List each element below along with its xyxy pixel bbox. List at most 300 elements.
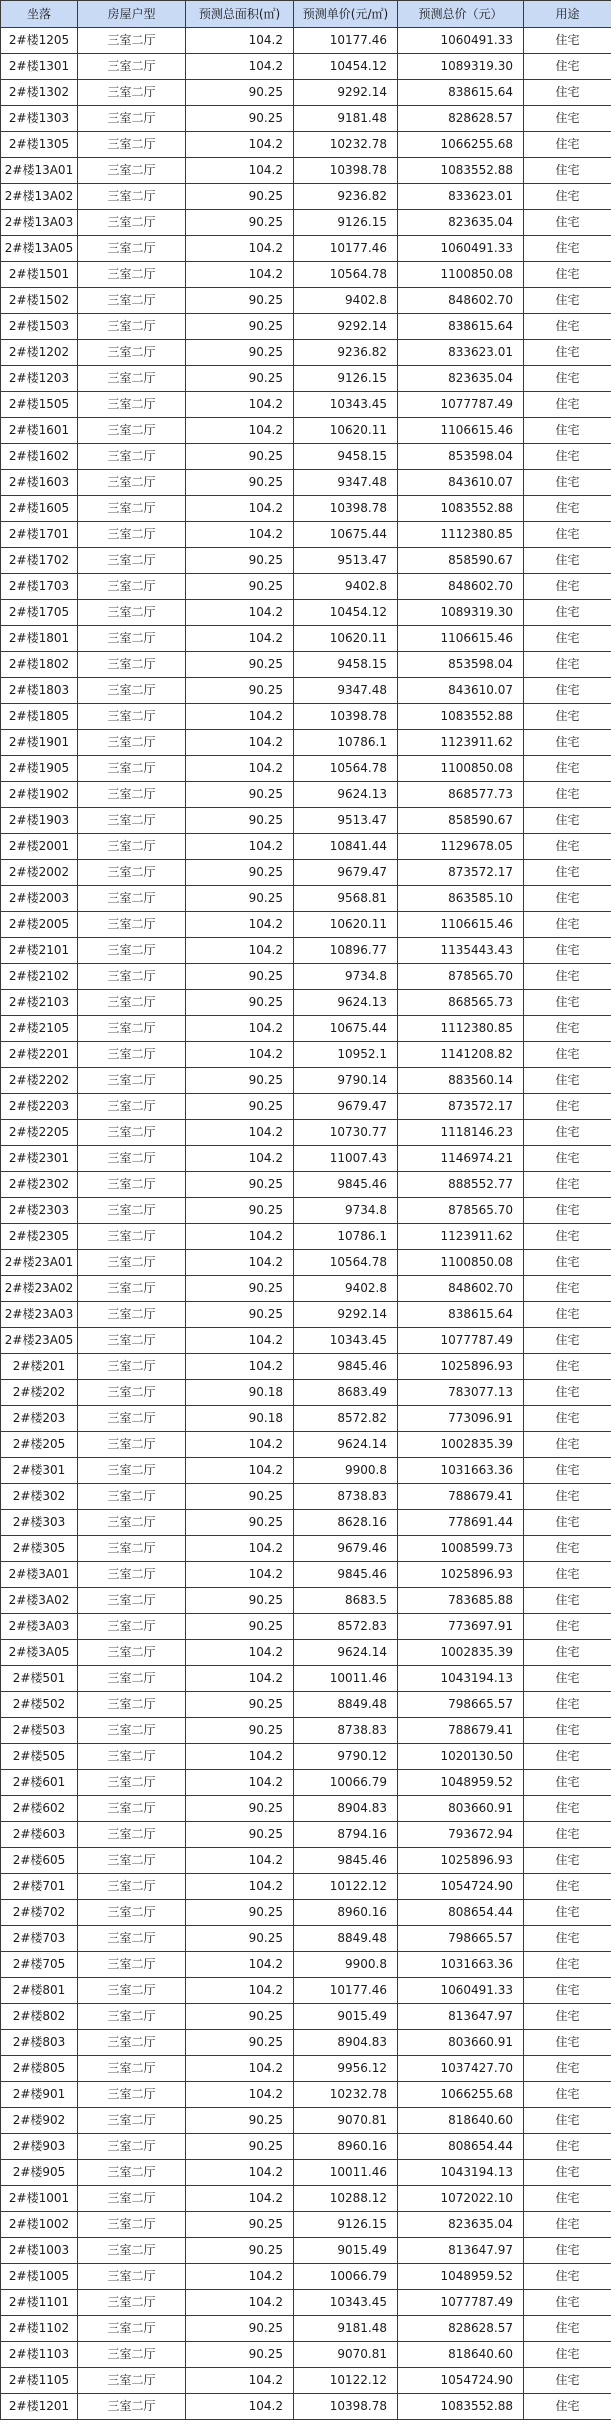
cell-unit-type: 三室二厅 [78,886,186,912]
cell-area: 90.25 [186,886,294,912]
cell-unit-type: 三室二厅 [78,782,186,808]
cell-area: 104.2 [186,2056,294,2082]
cell-unit-type: 三室二厅 [78,1198,186,1224]
cell-unit-type: 三室二厅 [78,2108,186,2134]
cell-location: 2#楼2003 [1,886,78,912]
cell-area: 90.25 [186,678,294,704]
cell-area: 104.2 [186,1250,294,1276]
cell-total-price: 1083552.88 [398,496,524,522]
cell-unit-price: 10011.46 [294,2160,398,2186]
cell-unit-type: 三室二厅 [78,1172,186,1198]
cell-unit-price: 9126.15 [294,366,398,392]
cell-area: 104.2 [186,1640,294,1666]
cell-location: 2#楼202 [1,1380,78,1406]
cell-total-price: 1031663.36 [398,1458,524,1484]
cell-usage: 住宅 [524,184,611,210]
cell-unit-type: 三室二厅 [78,1770,186,1796]
cell-total-price: 868565.73 [398,990,524,1016]
table-row [1,288,611,314]
cell-location: 2#楼2302 [1,1172,78,1198]
cell-unit-price: 9292.14 [294,314,398,340]
cell-area: 90.25 [186,1822,294,1848]
cell-location: 2#楼2205 [1,1120,78,1146]
cell-total-price: 1043194.13 [398,2160,524,2186]
table-row [1,80,611,106]
cell-unit-price: 8572.82 [294,1406,398,1432]
cell-unit-type: 三室二厅 [78,132,186,158]
cell-unit-price: 9236.82 [294,340,398,366]
cell-total-price: 833623.01 [398,184,524,210]
cell-usage: 住宅 [524,1328,611,1354]
cell-area: 104.2 [186,1016,294,1042]
cell-usage: 住宅 [524,314,611,340]
cell-location: 2#楼702 [1,1900,78,1926]
cell-unit-price: 9568.81 [294,886,398,912]
cell-unit-type: 三室二厅 [78,1354,186,1380]
cell-unit-type: 三室二厅 [78,1848,186,1874]
cell-total-price: 1002835.39 [398,1640,524,1666]
cell-location: 2#楼2101 [1,938,78,964]
table-row [1,1770,611,1796]
cell-area: 104.2 [186,1146,294,1172]
cell-area: 104.2 [186,522,294,548]
table-row [1,2108,611,2134]
cell-usage: 住宅 [524,1432,611,1458]
table-row [1,1042,611,1068]
table-row [1,1198,611,1224]
cell-total-price: 1141208.82 [398,1042,524,1068]
cell-area: 90.25 [186,1198,294,1224]
cell-usage: 住宅 [524,704,611,730]
cell-location: 2#楼1901 [1,730,78,756]
cell-unit-type: 三室二厅 [78,2212,186,2238]
cell-location: 2#楼1802 [1,652,78,678]
cell-location: 2#楼1905 [1,756,78,782]
cell-unit-price: 8683.5 [294,1588,398,1614]
table-row [1,964,611,990]
cell-unit-type: 三室二厅 [78,964,186,990]
cell-unit-type: 三室二厅 [78,2030,186,2056]
cell-area: 104.2 [186,28,294,54]
table-row [1,132,611,158]
cell-location: 2#楼1605 [1,496,78,522]
cell-area: 104.2 [186,1536,294,1562]
table-header-row [1,1,611,28]
cell-unit-price: 9402.8 [294,1276,398,1302]
header-location: 坐落 [1,1,78,28]
cell-unit-price: 8794.16 [294,1822,398,1848]
cell-unit-price: 10343.45 [294,392,398,418]
table-row [1,2368,611,2394]
cell-location: 2#楼1803 [1,678,78,704]
cell-usage: 住宅 [524,2368,611,2394]
cell-usage: 住宅 [524,782,611,808]
cell-unit-price: 10232.78 [294,132,398,158]
cell-total-price: 878565.70 [398,1198,524,1224]
cell-location: 2#楼301 [1,1458,78,1484]
cell-area: 90.25 [186,106,294,132]
cell-unit-type: 三室二厅 [78,2004,186,2030]
cell-total-price: 803660.91 [398,1796,524,1822]
cell-total-price: 873572.17 [398,860,524,886]
cell-unit-price: 9458.15 [294,444,398,470]
cell-area: 104.2 [186,392,294,418]
cell-unit-price: 9734.8 [294,1198,398,1224]
cell-area: 90.25 [186,990,294,1016]
cell-area: 90.25 [186,2004,294,2030]
cell-usage: 住宅 [524,730,611,756]
cell-area: 90.25 [186,548,294,574]
cell-unit-type: 三室二厅 [78,1588,186,1614]
cell-total-price: 833623.01 [398,340,524,366]
cell-unit-type: 三室二厅 [78,2186,186,2212]
cell-unit-price: 10620.11 [294,418,398,444]
cell-unit-price: 10177.46 [294,28,398,54]
cell-usage: 住宅 [524,1380,611,1406]
cell-usage: 住宅 [524,1302,611,1328]
cell-unit-price: 9015.49 [294,2004,398,2030]
table-row [1,1068,611,1094]
cell-unit-price: 9790.12 [294,1744,398,1770]
cell-usage: 住宅 [524,1718,611,1744]
cell-location: 2#楼23A02 [1,1276,78,1302]
cell-total-price: 1025896.93 [398,1562,524,1588]
table-row [1,1952,611,1978]
cell-unit-type: 三室二厅 [78,1302,186,1328]
cell-usage: 住宅 [524,1926,611,1952]
cell-usage: 住宅 [524,756,611,782]
cell-area: 90.25 [186,1692,294,1718]
cell-unit-type: 三室二厅 [78,1718,186,1744]
cell-usage: 住宅 [524,912,611,938]
cell-unit-price: 10122.12 [294,2368,398,2394]
cell-location: 2#楼2002 [1,860,78,886]
cell-unit-type: 三室二厅 [78,366,186,392]
cell-usage: 住宅 [524,1042,611,1068]
cell-unit-type: 三室二厅 [78,106,186,132]
cell-location: 2#楼1301 [1,54,78,80]
cell-unit-type: 三室二厅 [78,1276,186,1302]
cell-unit-price: 9956.12 [294,2056,398,2082]
table-row [1,2056,611,2082]
cell-usage: 住宅 [524,1484,611,1510]
cell-usage: 住宅 [524,1614,611,1640]
table-row [1,756,611,782]
cell-location: 2#楼701 [1,1874,78,1900]
table-row [1,2030,611,2056]
cell-usage: 住宅 [524,262,611,288]
cell-total-price: 1077787.49 [398,392,524,418]
cell-unit-price: 9679.47 [294,1094,398,1120]
cell-usage: 住宅 [524,1354,611,1380]
cell-location: 2#楼2305 [1,1224,78,1250]
table-row [1,1744,611,1770]
cell-location: 2#楼1603 [1,470,78,496]
cell-location: 2#楼1903 [1,808,78,834]
cell-location: 2#楼801 [1,1978,78,2004]
cell-unit-price: 10564.78 [294,1250,398,1276]
cell-total-price: 843610.07 [398,470,524,496]
table-row [1,2082,611,2108]
cell-unit-type: 三室二厅 [78,1224,186,1250]
cell-location: 2#楼1203 [1,366,78,392]
cell-location: 2#楼803 [1,2030,78,2056]
table-row [1,886,611,912]
cell-unit-type: 三室二厅 [78,834,186,860]
cell-unit-type: 三室二厅 [78,1458,186,1484]
table-row [1,2134,611,2160]
cell-usage: 住宅 [524,1744,611,1770]
cell-total-price: 1100850.08 [398,1250,524,1276]
cell-total-price: 1083552.88 [398,704,524,730]
cell-area: 104.2 [186,1432,294,1458]
cell-unit-price: 9126.15 [294,210,398,236]
cell-area: 90.25 [186,470,294,496]
cell-unit-price: 8572.83 [294,1614,398,1640]
cell-unit-type: 三室二厅 [78,1978,186,2004]
cell-unit-price: 8628.16 [294,1510,398,1536]
cell-location: 2#楼13A05 [1,236,78,262]
cell-location: 2#楼1703 [1,574,78,600]
cell-unit-type: 三室二厅 [78,756,186,782]
cell-usage: 住宅 [524,1146,611,1172]
cell-unit-type: 三室二厅 [78,2238,186,2264]
cell-area: 104.2 [186,2082,294,2108]
cell-location: 2#楼1503 [1,314,78,340]
cell-usage: 住宅 [524,1640,611,1666]
cell-total-price: 1089319.30 [398,54,524,80]
cell-unit-type: 三室二厅 [78,2264,186,2290]
cell-unit-price: 10952.1 [294,1042,398,1068]
cell-usage: 住宅 [524,834,611,860]
table-row [1,1874,611,1900]
table-row [1,1276,611,1302]
cell-unit-price: 9236.82 [294,184,398,210]
cell-area: 104.2 [186,418,294,444]
header-usage: 用途 [524,1,611,28]
header-unit-price: 预测单价(元/㎡) [294,1,398,28]
cell-unit-type: 三室二厅 [78,236,186,262]
cell-usage: 住宅 [524,2160,611,2186]
cell-area: 90.25 [186,1796,294,1822]
table-row [1,366,611,392]
cell-area: 104.2 [186,2394,294,2420]
cell-total-price: 1083552.88 [398,158,524,184]
cell-total-price: 783685.88 [398,1588,524,1614]
cell-total-price: 798665.57 [398,1692,524,1718]
cell-usage: 住宅 [524,210,611,236]
cell-unit-type: 三室二厅 [78,1016,186,1042]
cell-usage: 住宅 [524,1120,611,1146]
table-row [1,184,611,210]
cell-unit-price: 9513.47 [294,548,398,574]
cell-total-price: 838615.64 [398,1302,524,1328]
cell-unit-price: 8849.48 [294,1692,398,1718]
cell-usage: 住宅 [524,1250,611,1276]
cell-usage: 住宅 [524,938,611,964]
cell-area: 104.2 [186,834,294,860]
cell-unit-price: 8849.48 [294,1926,398,1952]
table-row [1,678,611,704]
cell-unit-type: 三室二厅 [78,158,186,184]
cell-area: 104.2 [186,730,294,756]
table-row [1,2212,611,2238]
cell-unit-type: 三室二厅 [78,938,186,964]
cell-unit-type: 三室二厅 [78,1926,186,1952]
cell-total-price: 1123911.62 [398,730,524,756]
cell-total-price: 1089319.30 [398,600,524,626]
cell-total-price: 783077.13 [398,1380,524,1406]
table-row [1,1432,611,1458]
cell-unit-type: 三室二厅 [78,2134,186,2160]
table-row [1,1354,611,1380]
cell-usage: 住宅 [524,1874,611,1900]
cell-unit-type: 三室二厅 [78,860,186,886]
cell-unit-price: 9900.8 [294,1952,398,1978]
cell-total-price: 798665.57 [398,1926,524,1952]
cell-unit-price: 9790.14 [294,1068,398,1094]
table-row [1,574,611,600]
table-row [1,600,611,626]
cell-area: 104.2 [186,1848,294,1874]
cell-unit-type: 三室二厅 [78,2316,186,2342]
cell-unit-price: 9845.46 [294,1562,398,1588]
cell-usage: 住宅 [524,2238,611,2264]
cell-total-price: 823635.04 [398,210,524,236]
cell-unit-type: 三室二厅 [78,54,186,80]
cell-unit-price: 10177.46 [294,236,398,262]
cell-unit-price: 9181.48 [294,2316,398,2342]
cell-location: 2#楼1702 [1,548,78,574]
cell-area: 90.25 [186,1926,294,1952]
cell-area: 104.2 [186,1042,294,1068]
table-row [1,236,611,262]
cell-unit-price: 10398.78 [294,496,398,522]
cell-usage: 住宅 [524,1094,611,1120]
cell-unit-price: 9181.48 [294,106,398,132]
cell-location: 2#楼13A01 [1,158,78,184]
cell-unit-price: 10564.78 [294,756,398,782]
cell-usage: 住宅 [524,340,611,366]
cell-total-price: 1066255.68 [398,132,524,158]
cell-unit-type: 三室二厅 [78,1380,186,1406]
cell-total-price: 1060491.33 [398,28,524,54]
cell-total-price: 1043194.13 [398,1666,524,1692]
cell-total-price: 1077787.49 [398,1328,524,1354]
cell-area: 90.25 [186,1588,294,1614]
table-row [1,444,611,470]
cell-unit-price: 10896.77 [294,938,398,964]
table-row [1,2342,611,2368]
cell-area: 104.2 [186,1874,294,1900]
cell-area: 90.25 [186,366,294,392]
cell-area: 90.25 [186,1068,294,1094]
cell-usage: 住宅 [524,106,611,132]
cell-unit-price: 9734.8 [294,964,398,990]
cell-unit-price: 10066.79 [294,1770,398,1796]
cell-unit-type: 三室二厅 [78,1822,186,1848]
cell-area: 104.2 [186,2186,294,2212]
cell-unit-type: 三室二厅 [78,912,186,938]
cell-unit-type: 三室二厅 [78,392,186,418]
table-row [1,548,611,574]
cell-total-price: 1054724.90 [398,1874,524,1900]
cell-location: 2#楼603 [1,1822,78,1848]
cell-location: 2#楼1205 [1,28,78,54]
table-row [1,28,611,54]
cell-area: 104.2 [186,2368,294,2394]
cell-unit-price: 9070.81 [294,2342,398,2368]
cell-usage: 住宅 [524,470,611,496]
cell-location: 2#楼1001 [1,2186,78,2212]
cell-area: 104.2 [186,1666,294,1692]
cell-area: 104.2 [186,1328,294,1354]
table-row [1,808,611,834]
table-row [1,1614,611,1640]
cell-usage: 住宅 [524,2342,611,2368]
cell-location: 2#楼1003 [1,2238,78,2264]
cell-location: 2#楼1202 [1,340,78,366]
cell-usage: 住宅 [524,2290,611,2316]
cell-usage: 住宅 [524,1900,611,1926]
table-row [1,1536,611,1562]
cell-unit-type: 三室二厅 [78,1562,186,1588]
cell-total-price: 823635.04 [398,2212,524,2238]
cell-usage: 住宅 [524,392,611,418]
cell-total-price: 778691.44 [398,1510,524,1536]
cell-unit-type: 三室二厅 [78,704,186,730]
cell-area: 90.25 [186,2134,294,2160]
cell-total-price: 868577.73 [398,782,524,808]
cell-unit-type: 三室二厅 [78,1094,186,1120]
cell-location: 2#楼203 [1,1406,78,1432]
cell-unit-type: 三室二厅 [78,1120,186,1146]
cell-total-price: 803660.91 [398,2030,524,2056]
cell-unit-type: 三室二厅 [78,288,186,314]
cell-unit-price: 10730.77 [294,1120,398,1146]
cell-unit-price: 10232.78 [294,2082,398,2108]
cell-area: 104.2 [186,132,294,158]
cell-unit-type: 三室二厅 [78,184,186,210]
table-row [1,2186,611,2212]
cell-area: 90.25 [186,652,294,678]
table-row [1,1458,611,1484]
cell-unit-price: 10011.46 [294,1666,398,1692]
cell-location: 2#楼902 [1,2108,78,2134]
cell-unit-type: 三室二厅 [78,2056,186,2082]
cell-unit-type: 三室二厅 [78,1744,186,1770]
cell-usage: 住宅 [524,2264,611,2290]
table-body [1,28,611,2420]
cell-area: 104.2 [186,1224,294,1250]
table-row [1,262,611,288]
cell-total-price: 1112380.85 [398,1016,524,1042]
cell-unit-type: 三室二厅 [78,1614,186,1640]
cell-area: 90.25 [186,2316,294,2342]
cell-unit-type: 三室二厅 [78,1640,186,1666]
cell-total-price: 1083552.88 [398,2394,524,2420]
cell-area: 104.2 [186,600,294,626]
cell-location: 2#楼901 [1,2082,78,2108]
cell-unit-price: 8960.16 [294,2134,398,2160]
cell-area: 104.2 [186,496,294,522]
cell-total-price: 808654.44 [398,1900,524,1926]
cell-usage: 住宅 [524,1406,611,1432]
table-row [1,1302,611,1328]
cell-total-price: 848602.70 [398,1276,524,1302]
table-row [1,1666,611,1692]
cell-total-price: 1048959.52 [398,1770,524,1796]
